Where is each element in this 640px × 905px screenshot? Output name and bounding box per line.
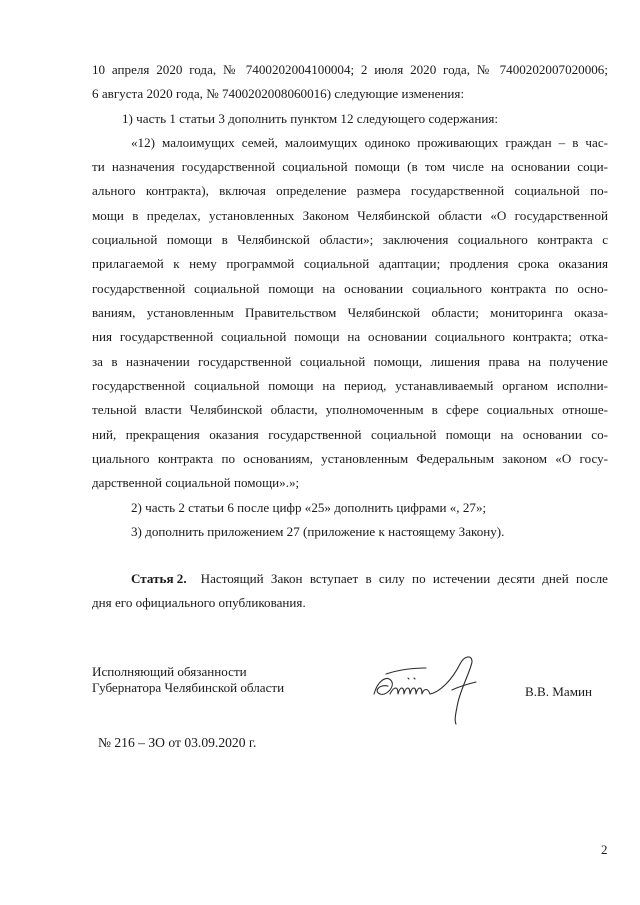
body-line: государственной социальной помощи на основании социального контракта по осно- (92, 281, 608, 296)
body-line: 10 апреля 2020 года, № 7400202004100004; 2 июля 2020 года, № 7400202007020006; (92, 62, 608, 77)
body-line: ния государственной социальной помощи на основании социального контракта; отка- (92, 329, 608, 344)
signatory-name: В.В. Мамин (525, 684, 593, 699)
body-line: 6 августа 2020 года, № 7400202008060016) следующие изменения: (92, 86, 465, 101)
article-2-line (131, 571, 608, 587)
body-line: дарственной социальной помощи».»; (92, 475, 300, 490)
body-line: циального контракта по основаниям, установленным Федеральным законом «О госу- (92, 451, 608, 466)
signatory-title-line: Губернатора Челябинской области (92, 680, 285, 695)
body-line: ваниям, установленным Правительством Челябинской области; мониторинга оказа- (92, 305, 608, 320)
body-line: социальной помощи в Челябинской области»; заключения социального контракта с (92, 232, 608, 247)
article-2-text-cont: дня его официального опубликования. (92, 595, 306, 610)
body-line: за в назначении государственной социальной помощи, лишения права на получение (92, 354, 608, 369)
body-line: тельной власти Челябинской области, уполномоченным в сфере социальных отноше- (92, 402, 608, 417)
law-number: № 216 – ЗО от 03.09.2020 г. (98, 735, 257, 750)
body-line: «12) малоимущих семей, малоимущих одиноко проживающих граждан – в час- (131, 135, 608, 150)
body-line: мощи в пределах, установленных Законом Челябинской области «О государственной (92, 208, 608, 223)
handwritten-signature (368, 650, 498, 730)
body-line: 1) часть 1 статьи 3 дополнить пунктом 12 следующего содержания: (122, 111, 499, 126)
body-line: ний, прекращения оказания государственной социальной помощи на основании со- (92, 427, 608, 442)
signatory-title-line: Исполняющий обязанности (92, 664, 247, 679)
body-line: 3) дополнить приложением 27 (приложение к настоящему Закону). (131, 524, 505, 539)
body-line: 2) часть 2 статьи 6 после цифр «25» дополнить цифрами «, 27»; (131, 500, 487, 515)
article-2-heading: Статья 2. (131, 571, 187, 586)
page-number: 2 (601, 842, 608, 857)
body-line: прилагаемой к нему программой социальной адаптации; продления срока оказания (92, 256, 608, 271)
article-2-text: Настоящий Закон вступает в силу по истечении десяти дней после (200, 571, 608, 586)
body-line: государственной социальной помощи на период, устанавливаемый органом исполни- (92, 378, 608, 393)
signatory-title (92, 664, 284, 696)
body-line: ти назначения государственной социальной помощи (в том числе на основании соци- (92, 159, 608, 174)
body-line: ального контракта), включая определение размера государственной социальной по- (92, 183, 608, 198)
